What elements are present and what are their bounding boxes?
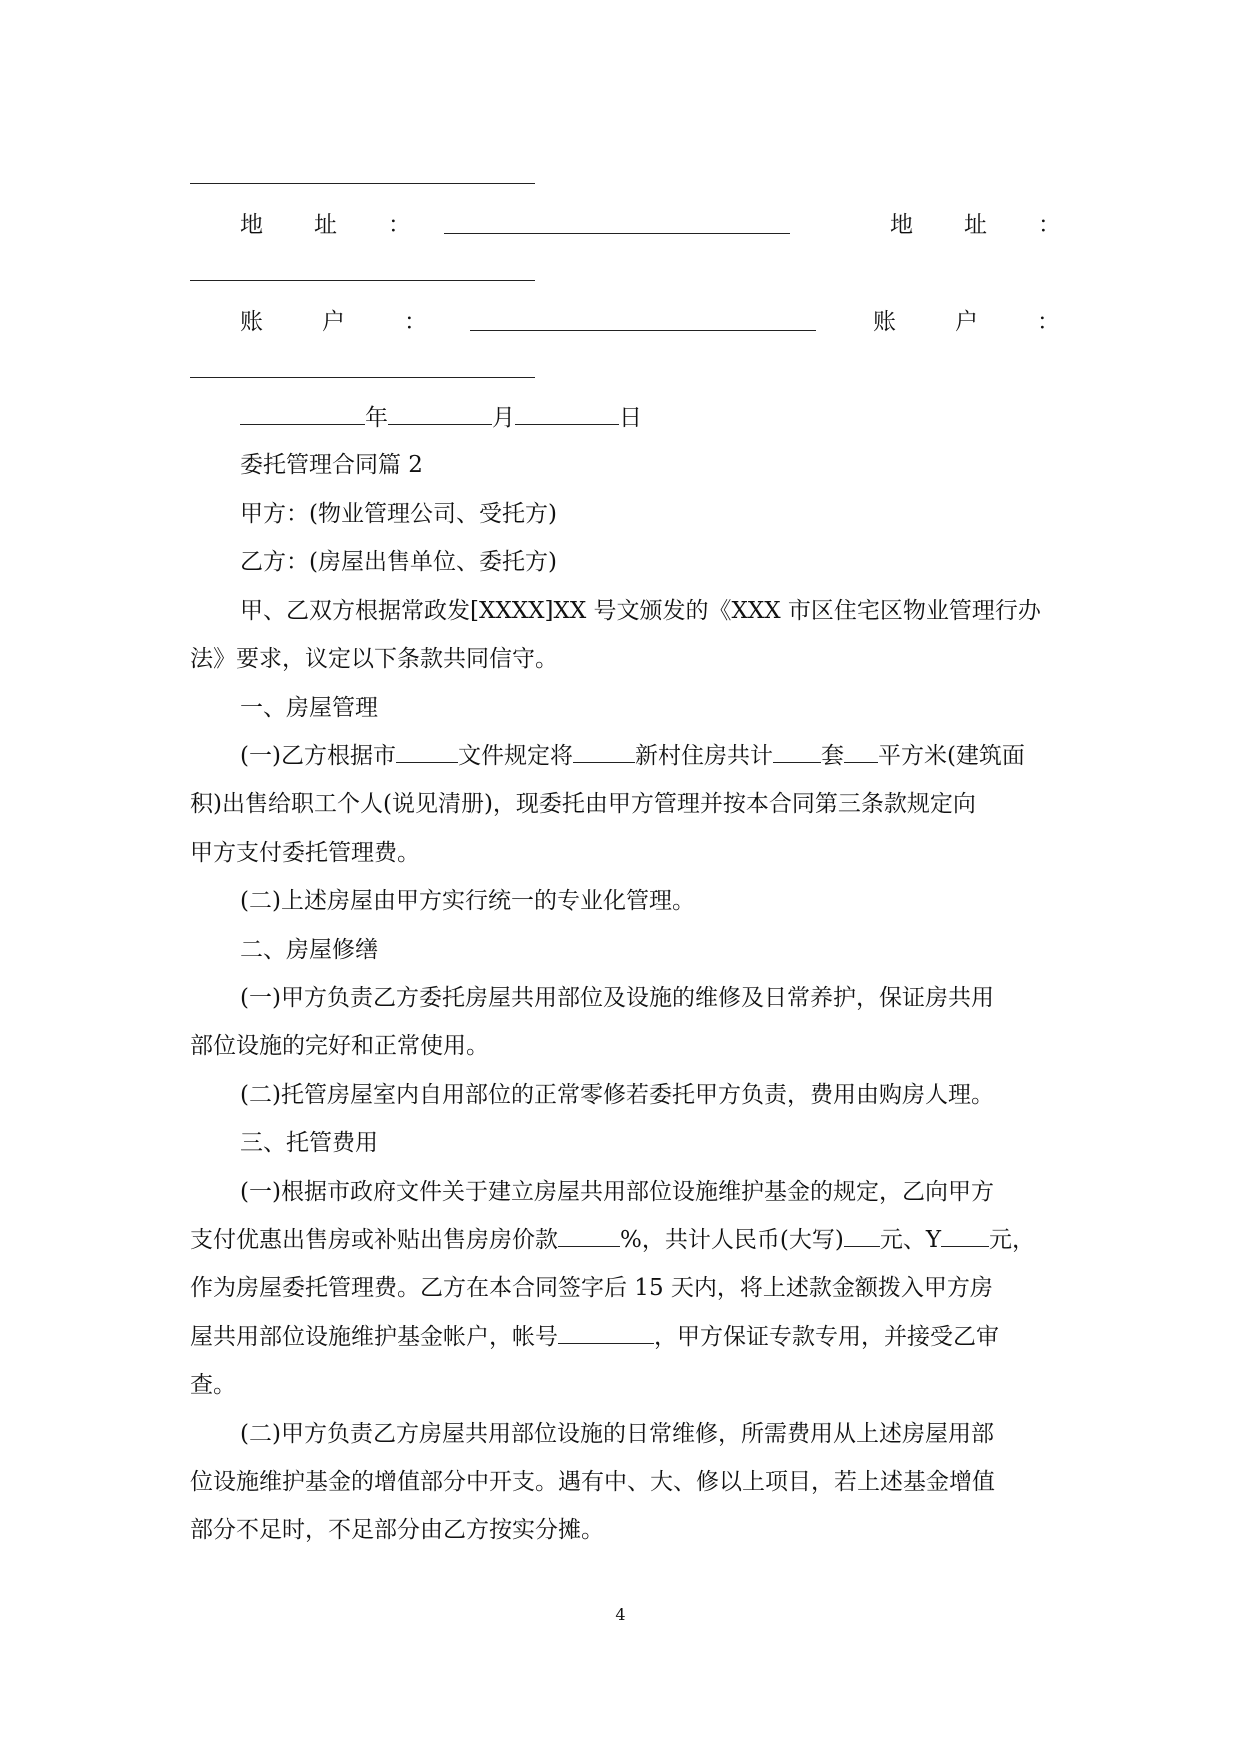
- text-run: 套: [820, 743, 844, 769]
- section-1-para-1-line-1: [240, 741, 1060, 771]
- text-run: %，共计人民币(大写): [620, 1227, 844, 1253]
- section-3-para-2-line-2: 位设施维护基金的增值部分中开支。遇有中、大、修以上项目，若上述基金增值: [190, 1469, 995, 1495]
- section-2-title: 二、房屋修缮: [240, 937, 378, 963]
- signature-line: [190, 183, 535, 184]
- intro-line-1: 甲、乙双方根据常政发[XXXX]XX 号文颁发的《XXX 市区住宅区物业管理行办: [240, 598, 1041, 624]
- text-run: 支付优惠出售房或补贴出售房房价款: [190, 1227, 558, 1253]
- fill-blank: [773, 742, 821, 763]
- fill-blank: [396, 742, 458, 763]
- fill-blank: [558, 1323, 654, 1344]
- day-label: 日: [619, 405, 642, 431]
- section-2-para-1-line-2: 部位设施的完好和正常使用。: [190, 1033, 489, 1059]
- fill-blank: [941, 1226, 989, 1247]
- section-3-para-1-line-3: 作为房屋委托管理费。乙方在本合同签字后 15 天内，将上述款金额拨入甲方房: [190, 1275, 993, 1301]
- fill-blank: [573, 742, 635, 763]
- section-3-para-1-line-2: [190, 1225, 1060, 1255]
- address-label-right: 地 址 ：: [890, 212, 1075, 238]
- account-blank-left: [470, 330, 816, 331]
- account-blank-right: [190, 377, 535, 378]
- section-3-para-2-line-1: (二)甲方负责乙方房屋共用部位设施的日常维修，所需费用从上述房屋用部: [240, 1421, 994, 1447]
- text-run: 元，: [989, 1227, 1035, 1253]
- account-label-left: 账 户 ：: [240, 309, 445, 335]
- contract-heading: 委托管理合同篇 2: [240, 452, 423, 478]
- fill-blank: [558, 1226, 620, 1247]
- year-blank: [240, 404, 365, 425]
- section-3-para-1-line-1: (一)根据市政府文件关于建立房屋共用部位设施维护基金的规定，乙向甲方: [240, 1179, 994, 1205]
- section-1-para-1-line-3: 甲方支付委托管理费。: [190, 840, 420, 866]
- section-2-para-1-line-1: (一)甲方负责乙方委托房屋共用部位及设施的维修及日常养护，保证房共用: [240, 985, 994, 1011]
- month-label: 月: [492, 405, 515, 431]
- section-3-title: 三、托管费用: [240, 1130, 378, 1156]
- section-1-para-2: (二)上述房屋由甲方实行统一的专业化管理。: [240, 888, 695, 914]
- text-run: 元、Y: [879, 1227, 941, 1253]
- section-3-para-2-line-3: 部分不足时，不足部分由乙方按实分摊。: [190, 1517, 604, 1543]
- fill-blank: [844, 1226, 880, 1247]
- text-run: 文件规定将: [457, 743, 573, 769]
- text-run: (一)乙方根据市: [240, 743, 396, 769]
- year-label: 年: [365, 405, 388, 431]
- intro-line-2: 法》要求，议定以下条款共同信守。: [190, 646, 558, 672]
- section-3-para-1-line-5: 查。: [190, 1372, 236, 1398]
- fill-blank: [844, 742, 878, 763]
- section-1-para-1-line-2: 积)出售给职工个人(说见清册)，现委托由甲方管理并按本合同第三条款规定向: [190, 791, 976, 817]
- text-run: 屋共用部位设施维护基金帐户，帐号: [190, 1324, 558, 1350]
- account-label-right: 账 户 ：: [873, 309, 1078, 335]
- text-run: 平方米(建筑面: [877, 743, 1025, 769]
- text-run: 新村住房共计: [634, 743, 773, 769]
- signature-date: [240, 403, 1060, 433]
- address-blank-left: [444, 233, 790, 234]
- section-1-title: 一、房屋管理: [240, 695, 378, 721]
- party-b: 乙方：(房屋出售单位、委托方): [240, 549, 557, 575]
- month-blank: [388, 404, 492, 425]
- address-label-left: 地 址 ：: [240, 212, 425, 238]
- section-3-para-1-line-4: [190, 1322, 1060, 1352]
- text-run: ，甲方保证专款专用，并接受乙审: [654, 1324, 999, 1350]
- page-number: 4: [615, 1605, 626, 1624]
- address-blank-right: [190, 280, 535, 281]
- day-blank: [515, 404, 619, 425]
- section-2-para-2: (二)托管房屋室内自用部位的正常零修若委托甲方负责，费用由购房人理。: [240, 1082, 994, 1108]
- party-a: 甲方：(物业管理公司、受托方): [240, 501, 557, 527]
